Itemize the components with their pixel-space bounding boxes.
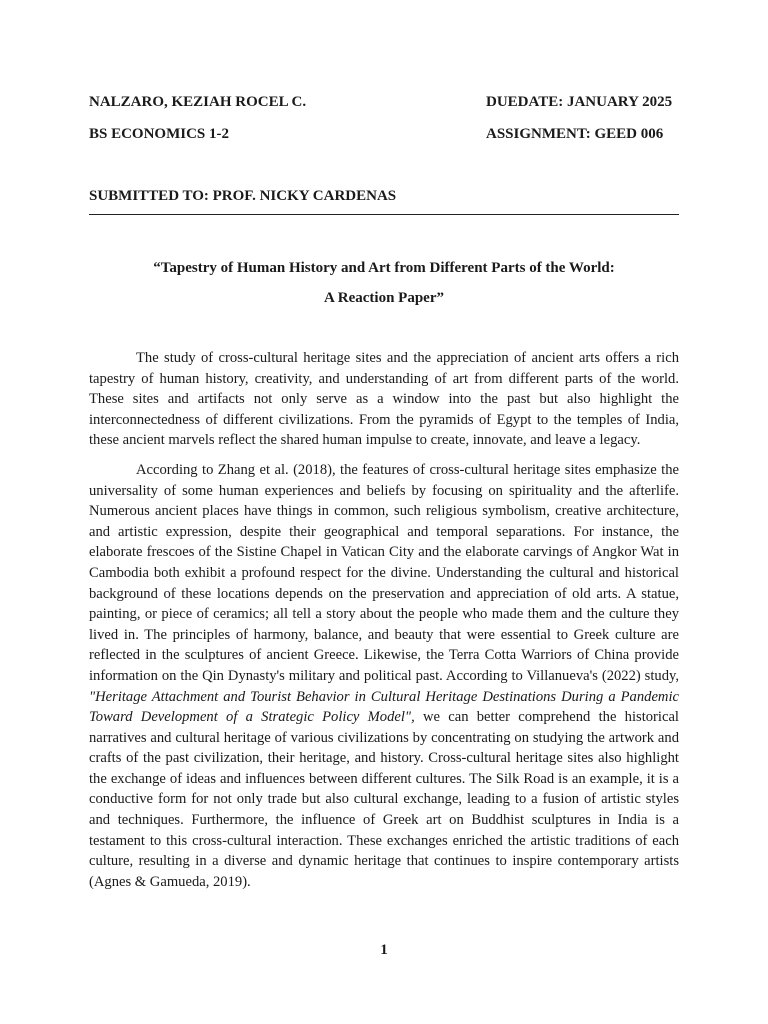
paragraph-intro: The study of cross-cultural heritage sites and the appreciation of ancient arts offers a rich tapestry of human history, creativity, and understanding of art from different parts of the world. These sites and artifacts not only serve as a window into the past but also highlight the interconnectedness of different civilizations. From the pyramids of Egypt to the temples of India, these ancient marvels reflect the shared human impulse to create, innovate, and leave a legacy. [89, 350, 679, 449]
paper-title-line-2: A Reaction Paper” [324, 290, 444, 306]
submitted-to: SUBMITTED TO: PROF. NICKY CARDENAS [89, 188, 397, 204]
assignment-code: ASSIGNMENT: GEED 006 [486, 126, 664, 142]
student-name: NALZARO, KEZIAH ROCEL C. [89, 94, 307, 110]
due-date: DUEDATE: JANUARY 2025 [486, 94, 673, 110]
paragraph-main [89, 460, 679, 892]
paragraph-main-text-1: According to Zhang et al. (2018), the features of cross-cultural heritage sites emphasize the universality of some human experiences and beliefs by focusing on spirituality and the afterlife. Numerous ancient places have things in common, such religious symbolism, creative architecture, and artistic expression, despite their geographical and temporal separations. For instance, the elaborate frescoes of the Sistine Chapel in Vatican City and the elaborate carvings of Angkor Wat in Cambodia both exhibit a profound respect for the divine. Understanding the cultural and historical background of these locations depends on the preservation and appreciation of old arts. A statue, painting, or piece of ceramics; all tell a story about the people who made them and the culture they lived in. The principles of harmony, balance, and beauty that were essential to Greek culture are reflected in the sculptures of ancient Greece. Likewise, the Terra Cotta Warriors of China provide information on the Qin Dynasty's military and political past. According to Villanueva's (2022) study, [89, 461, 679, 684]
header-divider [89, 214, 679, 215]
study-title-citation: "Heritage Attachment and Tourist Behavior in Cultural Heritage Destinations During a Pandemic Toward Development of a Strategic Policy Model", [89, 688, 679, 726]
paper-body [89, 348, 679, 892]
paragraph-main-text-2: we can better comprehend the historical narratives and cultural heritage of various civilizations by concentrating on studying the artwork and crafts of the past civilization, their heritage, and history. Cross-cultural heritage sites also highlight the exchange of ideas and influences between different cultures. The Silk Road is an example, it is a conductive form for not only trade but also cultural exchange, leading to a fusion of artistic styles and techniques. Furthermore, the influence of Greek art on Buddhist sculptures in India is a testament to this cross-cultural interaction. These exchanges enriched the artistic traditions of each culture, resulting in a diverse and dynamic heritage that continues to inspire contemporary artists (Agnes & Gamueda, 2019). [89, 709, 679, 890]
course-section: BS ECONOMICS 1-2 [89, 126, 230, 142]
page-number: 1 [380, 942, 388, 958]
paper-title-line-1: “Tapestry of Human History and Art from Different Parts of the World: [153, 260, 615, 276]
